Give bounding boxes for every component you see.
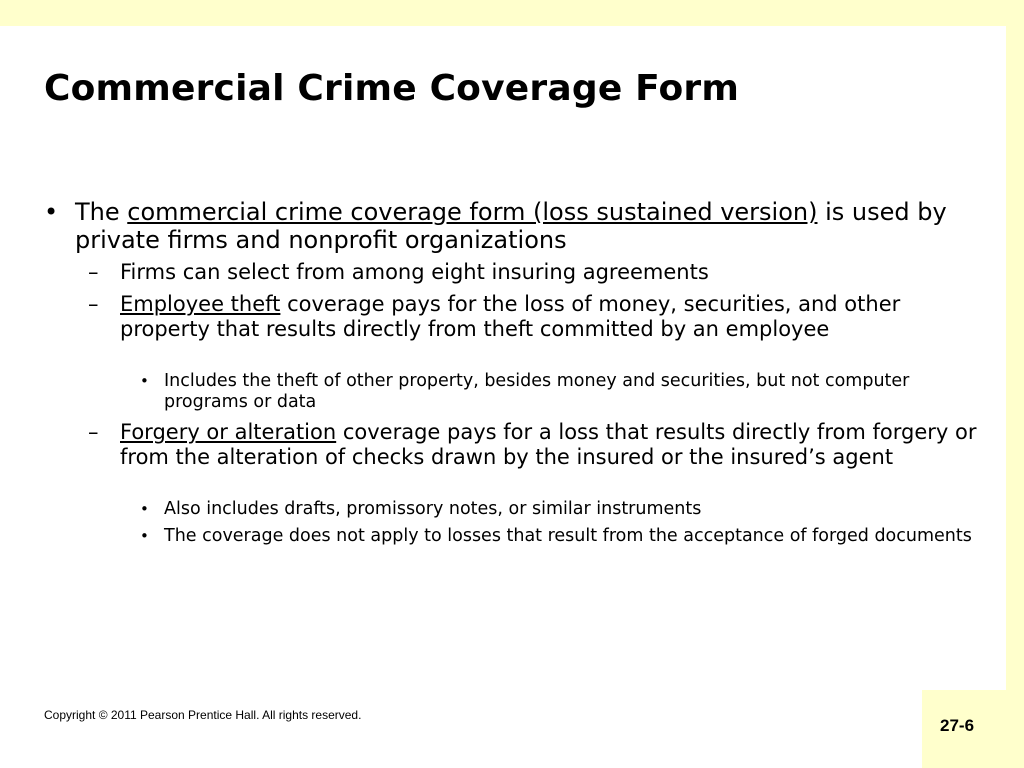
bullet-marker: • <box>140 372 149 390</box>
bullet-marker: • <box>140 500 149 518</box>
dash-marker: – <box>88 420 99 444</box>
bullet-suffix: is used by private firms and nonprofit organizations <box>75 198 947 254</box>
term-employee-theft: Employee theft <box>120 292 281 316</box>
bullet-marker: • <box>44 198 59 226</box>
bullet-level3-forged-documents <box>140 526 980 547</box>
dash-marker: – <box>88 260 99 284</box>
top-frame-band <box>0 0 1024 26</box>
copyright-notice: Copyright © 2011 Pearson Prentice Hall. All rights reserved. <box>44 708 362 722</box>
bullet-level3-drafts <box>140 499 980 520</box>
bullet-text <box>75 198 994 254</box>
term-forgery-or-alteration: Forgery or alteration <box>120 420 337 444</box>
bullet-text <box>120 292 988 342</box>
bullet-suffix: coverage pays for a loss that results directly from forgery or from the alteration of checks drawn by the insured or the insured’s agent <box>120 420 977 469</box>
slide-title: Commercial Crime Coverage Form <box>44 68 740 109</box>
bullet-suffix: coverage pays for the loss of money, securities, and other property that results directly from theft committed by an employee <box>120 292 901 341</box>
dash-marker: – <box>88 292 99 316</box>
bullet-text <box>120 420 988 470</box>
bullet-level1 <box>44 198 994 254</box>
page-number-box <box>922 690 1006 768</box>
bullet-text: Includes the theft of other property, besides money and securities, but not computer programs or data <box>164 371 910 412</box>
right-frame-band <box>1006 0 1024 768</box>
bullet-marker: • <box>140 527 149 545</box>
bullet-level2-forgery-alteration <box>88 420 988 470</box>
bullet-text: Firms can select from among eight insuring agreements <box>120 260 709 284</box>
term-commercial-crime-coverage-form: commercial crime coverage form (loss sustained version) <box>127 198 818 226</box>
bullet-level2-insuring-agreements <box>88 260 988 285</box>
bullet-prefix: The <box>75 198 128 226</box>
bullet-text: The coverage does not apply to losses that result from the acceptance of forged documents <box>164 526 972 546</box>
bullet-text: Also includes drafts, promissory notes, or similar instruments <box>164 499 702 519</box>
slide-canvas <box>0 26 1006 768</box>
bullet-level3-other-property <box>140 371 980 413</box>
page-number: 27-6 <box>940 716 975 735</box>
bullet-level2-employee-theft <box>88 292 988 342</box>
